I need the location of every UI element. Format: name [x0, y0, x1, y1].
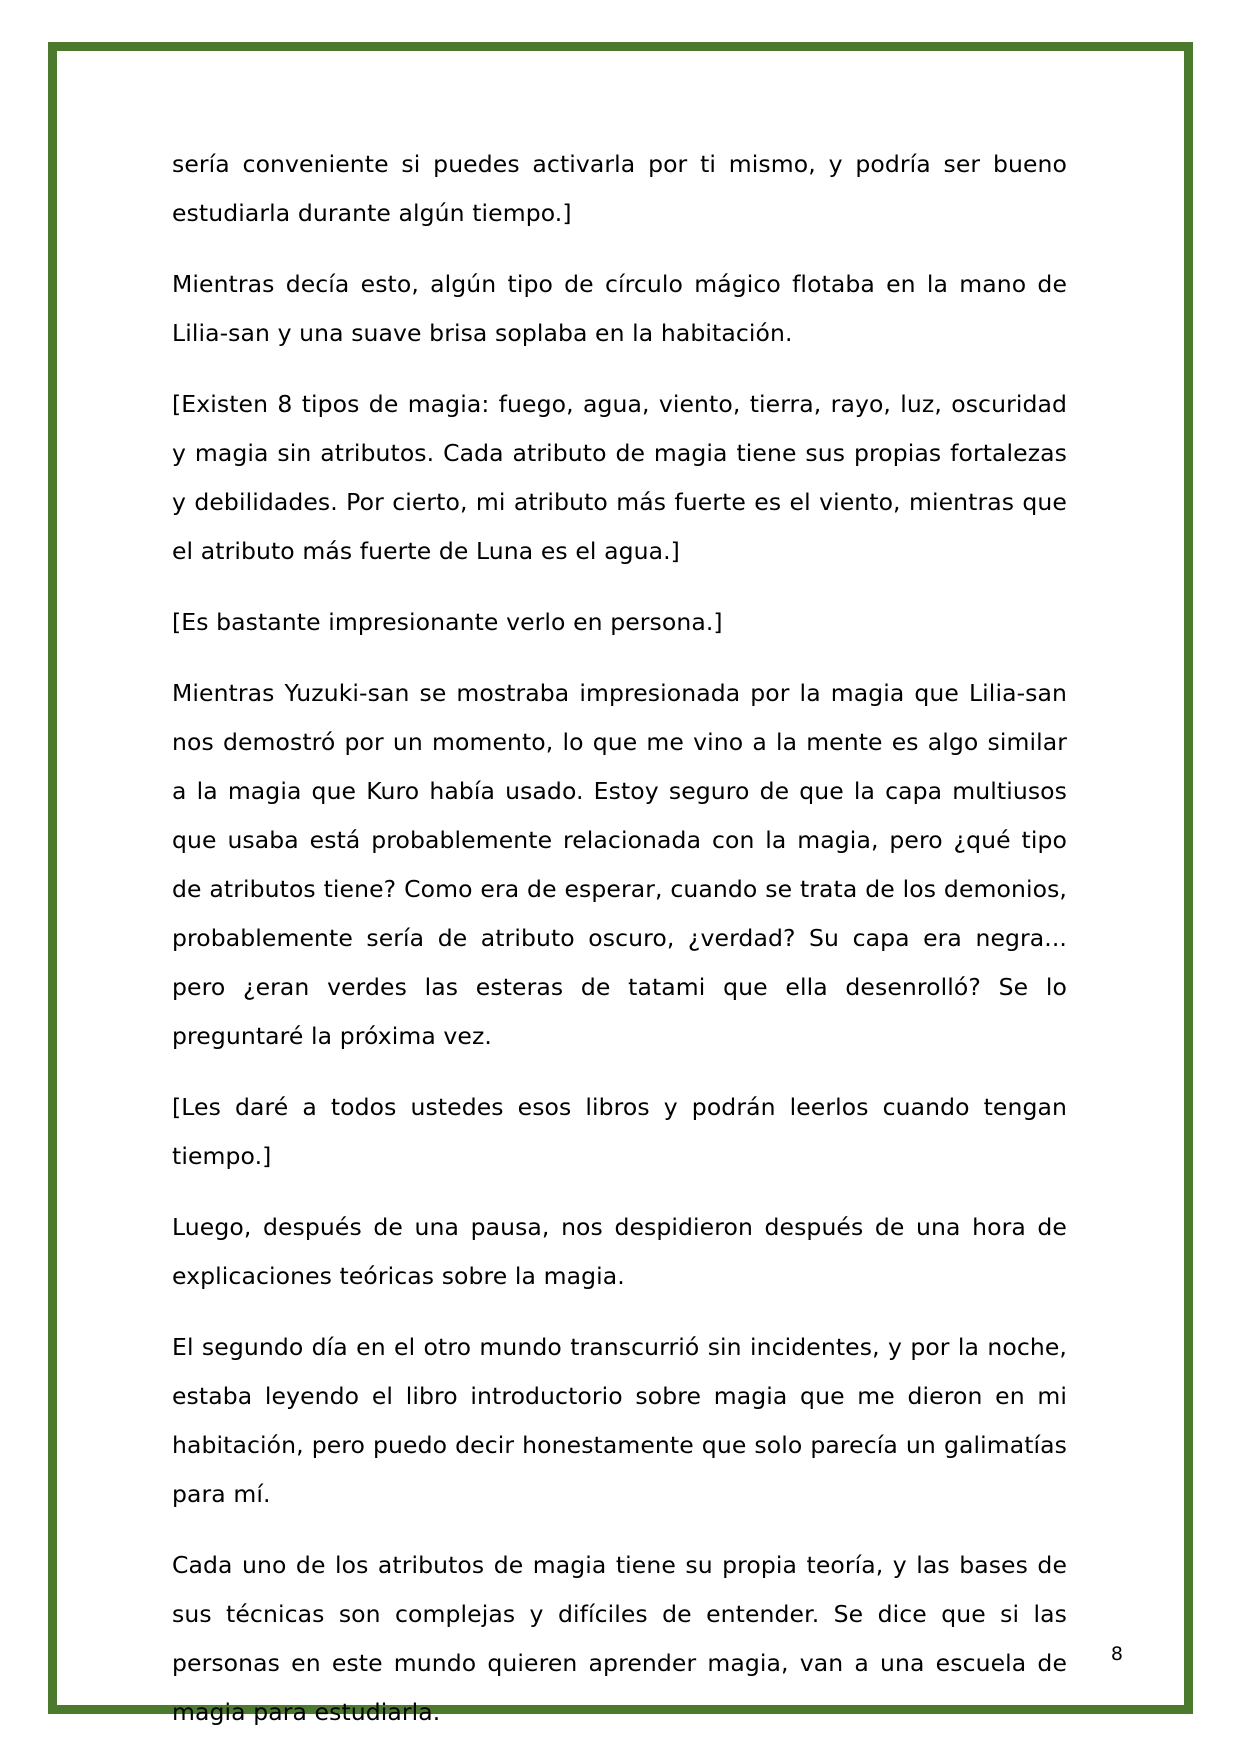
- paragraph: [Es bastante impresionante verlo en persona.]: [172, 608, 723, 636]
- paragraph: Luego, después de una pausa, nos despidieron después de una hora de explicaciones teóricas sobre la magia.: [172, 1213, 1067, 1290]
- paragraph: Mientras Yuzuki-san se mostraba impresionada por la magia que Lilia-san nos demostró por un momento, lo que me vino a la mente es algo similar a la magia que Kuro había usado. Estoy seguro de que la capa multiusos que usaba está probablemente relacionada con la magia, pero ¿qué tipo de atributos tiene? Como era de esperar, cuando se trata de los demonios, probablemente sería de atributo oscuro, ¿verdad? Su capa era negra... pero ¿eran verdes las esteras de tatami que ella desenrolló? Se lo preguntaré la próxima vez.: [172, 679, 1067, 1050]
- paragraph: Cada uno de los atributos de magia tiene su propia teoría, y las bases de sus técnicas son complejas y difíciles de entender. Se dice que si las personas en este mundo quieren aprender magia, van a una escuela de magia para estudiarla.: [172, 1551, 1067, 1726]
- paragraph: sería conveniente si puedes activarla por ti mismo, y podría ser bueno estudiarla durante algún tiempo.]: [172, 150, 1067, 227]
- paragraph: El segundo día en el otro mundo transcurrió sin incidentes, y por la noche, estaba leyendo el libro introductorio sobre magia que me dieron en mi habitación, pero puedo decir honestamente que solo parecía un galimatías para mí.: [172, 1333, 1067, 1508]
- paragraph: Mientras decía esto, algún tipo de círculo mágico flotaba en la mano de Lilia-san y una suave brisa soplaba en la habitación.: [172, 270, 1067, 347]
- paragraph: [Existen 8 tipos de magia: fuego, agua, viento, tierra, rayo, luz, oscuridad y magia sin atributos. Cada atributo de magia tiene sus propias fortalezas y debilidades. Por cierto, mi atributo más fuerte es el viento, mientras que el atributo más fuerte de Luna es el agua.]: [172, 390, 1067, 565]
- page-number: 8: [1110, 1643, 1123, 1665]
- page-body-text: [172, 140, 1067, 1737]
- paragraph: [Les daré a todos ustedes esos libros y podrán leerlos cuando tengan tiempo.]: [172, 1093, 1067, 1170]
